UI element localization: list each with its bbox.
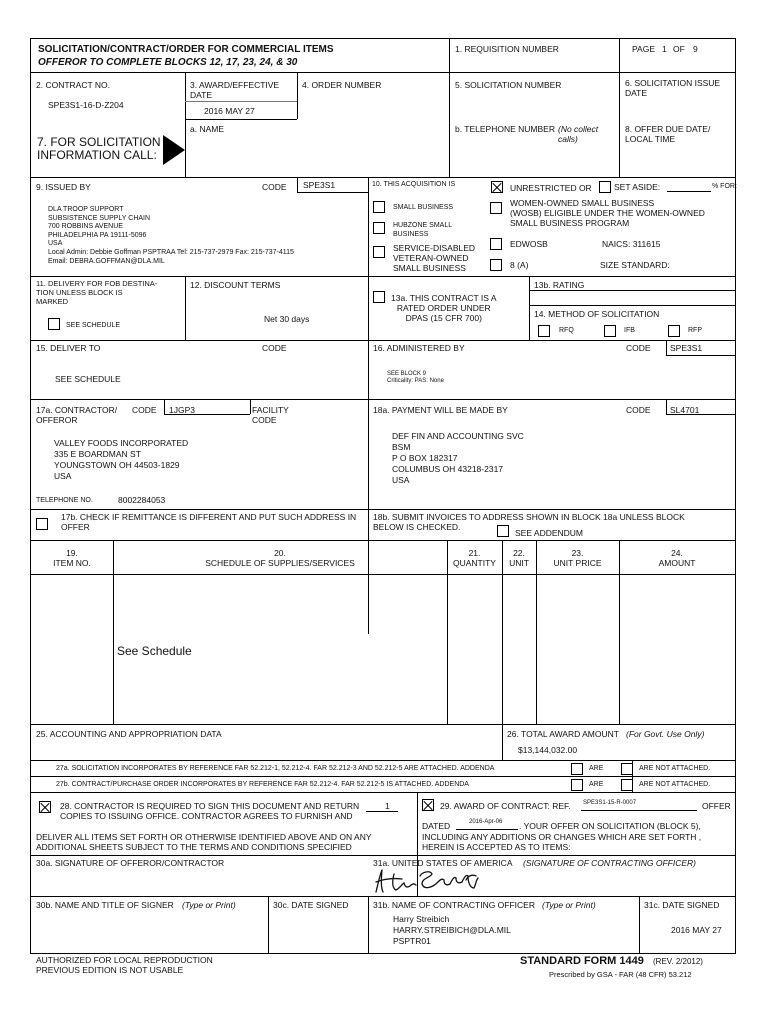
block-15-code-label: CODE — [262, 343, 287, 353]
form-subtitle: OFFEROR TO COMPLETE BLOCKS 12, 17, 23, 24, & 30 — [38, 57, 298, 68]
col-quantity: 21. QUANTITY — [453, 548, 496, 568]
prescribed-by: Prescribed by GSA - FAR (48 CFR) 53.212 — [549, 970, 692, 979]
block-26-label: 26. TOTAL AWARD AMOUNT — [507, 729, 619, 739]
block-17a-label: 17a. CONTRACTOR/ OFFEROR — [36, 405, 118, 425]
block-29-label: 29. AWARD OF CONTRACT: REF. — [440, 801, 571, 811]
size-standard-label: SIZE STANDARD: — [600, 260, 670, 270]
block-28-label: 28. CONTRACTOR IS REQUIRED TO SIGN THIS DOCUMENT AND RETURN COPIES TO ISSUING OFFICE. CONTRACTOR AGREES TO FURNISH AND — [60, 801, 360, 821]
block-27b-label: 27b. CONTRACT/PURCHASE ORDER INCORPORATES BY REFERENCE FAR 52.212-4. FAR 52.212-5 IS ATTACHED. ADDENDA — [56, 781, 469, 788]
wosb-checkbox[interactable] — [490, 202, 502, 214]
footer-reproduction-note: AUTHORIZED FOR LOCAL REPRODUCTION PREVIOUS EDITION IS NOT USABLE — [36, 955, 213, 975]
naics-code: NAICS: 311615 — [602, 239, 661, 249]
copies-count: 1 — [385, 801, 390, 811]
telephone-label: TELEPHONE NO. — [36, 497, 93, 504]
small-business-checkbox[interactable] — [373, 201, 385, 213]
27a-are-label: ARE — [589, 765, 604, 772]
block-9-code-label: CODE — [262, 182, 287, 192]
form-revision: (REV. 2/2012) — [653, 957, 703, 966]
page-number: 1 — [662, 44, 667, 54]
27a-are-not-checkbox[interactable] — [621, 763, 633, 775]
admin-line-1: SEE BLOCK 9 — [387, 371, 427, 377]
percent-for-label: % FOR: — [712, 183, 737, 190]
block-6-label: 6. SOLICITATION ISSUE DATE — [625, 78, 721, 98]
contracting-officer-signature — [372, 866, 492, 896]
remittance-checkbox[interactable] — [36, 518, 48, 530]
hubzone-label: HUBZONE SMALL BUSINESS — [393, 222, 453, 238]
block-31b-label: 31b. NAME OF CONTRACTING OFFICER — [373, 900, 535, 910]
sdvosb-checkbox[interactable] — [373, 246, 385, 258]
unrestricted-label: UNRESTRICTED OR — [510, 183, 592, 193]
block-29-checkbox[interactable] — [422, 799, 434, 811]
contractor-address: VALLEY FOODS INCORPORATED 335 E BOARDMAN ST YOUNGSTOWN OH 44503-1829 USA — [54, 438, 189, 481]
col-amount: 24. AMOUNT — [658, 548, 696, 568]
block-3-label: 3. AWARD/EFFECTIVE DATE — [190, 80, 280, 100]
block-29-rest-text: INCLUDING ANY ADDITIONS OR CHANGES WHICH ARE SET FORTH , HEREIN IS ACCEPTED AS TO ITEMS: — [422, 832, 702, 852]
total-award-amount: $13,144,032.00 — [518, 745, 578, 755]
page-total: 9 — [693, 44, 698, 54]
block-9-code: SPE3S1 — [303, 180, 336, 190]
block-16-code: SPE3S1 — [670, 343, 703, 353]
eight-a-checkbox[interactable] — [490, 259, 502, 271]
block-7-label: 7. FOR SOLICITATION INFORMATION CALL: — [37, 135, 161, 162]
eight-a-label: 8 (A) — [510, 260, 529, 270]
discount-terms: Net 30 days — [264, 314, 310, 324]
edwosb-checkbox[interactable] — [490, 238, 502, 250]
issuer-address: DLA TROOP SUPPORT SUBSISTENCE SUPPLY CHAIN 700 ROBBINS AVENUE PHILADELPHIA PA 19111-5096 USA Local Admin: Debbie Goffman PSPTRAA Tel: 215-737-2979 Fax: 215-737-4115 Email: DEBRA.GOFFMAN@DLA.MIL — [48, 206, 294, 265]
block-12-label: 12. DISCOUNT TERMS — [190, 280, 281, 290]
block-18a-code-label: CODE — [626, 405, 651, 415]
block-13a-label: 13a. THIS CONTRACT IS A RATED ORDER UNDER DPAS (15 CFR 700) — [391, 293, 497, 323]
rfp-label: RFP — [688, 327, 702, 334]
block-25-label: 25. ACCOUNTING AND APPROPRIATION DATA — [36, 729, 222, 739]
block-17a-code-label: CODE — [132, 405, 157, 415]
col-schedule: 20. SCHEDULE OF SUPPLIES/SERVICES — [205, 548, 355, 568]
block-31c-label: 31c. DATE SIGNED — [644, 900, 720, 910]
set-aside-label: SET ASIDE: — [614, 182, 661, 192]
block-17b-label: 17b. CHECK IF REMITTANCE IS DIFFERENT AND PUT SUCH ADDRESS IN OFFER — [61, 512, 357, 532]
27a-are-not-label: ARE NOT ATTACHED. — [639, 765, 711, 772]
27b-are-label: ARE — [589, 781, 604, 788]
block-31a-label: 31a. UNITED STATES OF AMERICA — [373, 858, 513, 868]
block-16-label: 16. ADMINISTERED BY — [373, 343, 465, 353]
facility-code-label: FACILITY CODE — [252, 405, 289, 425]
sdvosb-label: SERVICE-DISABLED VETERAN-OWNED SMALL BUSINESS — [393, 243, 476, 273]
block-7b-note: (No collect calls) — [558, 124, 599, 144]
block-7a-label: a. NAME — [190, 124, 225, 134]
page-word: PAGE — [632, 44, 655, 54]
ifb-checkbox[interactable] — [604, 325, 616, 337]
set-aside-checkbox[interactable] — [599, 181, 611, 193]
27b-are-checkbox[interactable] — [571, 779, 583, 791]
block-30c-label: 30c. DATE SIGNED — [273, 900, 349, 910]
block-30b-label: 30b. NAME AND TITLE OF SIGNER — [36, 900, 174, 910]
block-31a-note: (SIGNATURE OF CONTRACTING OFFICER) — [523, 858, 696, 868]
block-10-label: 10. THIS ACQUISITION IS — [372, 181, 456, 188]
block-13b-label: 13b. RATING — [534, 280, 585, 290]
block-31b-note: (Type or Print) — [542, 900, 596, 910]
block-16-code-label: CODE — [626, 343, 651, 353]
payer-address: DEF FIN AND ACCOUNTING SVC BSM P O BOX 182317 COLUMBUS OH 43218-2317 USA — [392, 431, 524, 485]
arrow-right-icon — [163, 135, 185, 165]
dated-value: 2016-Apr-06 — [469, 819, 503, 825]
contractor-code: 1JGP3 — [169, 405, 195, 415]
block-11-label: 11. DELIVERY FOR FOB DESTINA- TION UNLESS BLOCK IS MARKED — [36, 279, 158, 306]
form-number: STANDARD FORM 1449 — [520, 955, 644, 967]
col-unit-price: 23. UNIT PRICE — [553, 548, 602, 568]
dated-label: DATED — [422, 821, 451, 831]
block-30b-note: (Type or Print) — [182, 900, 236, 910]
27a-are-checkbox[interactable] — [571, 763, 583, 775]
block-15-label: 15. DELIVER TO — [36, 343, 101, 353]
block-28-checkbox[interactable] — [39, 801, 51, 813]
award-date: 2016 MAY 27 — [204, 106, 255, 116]
deliver-to: SEE SCHEDULE — [55, 374, 121, 384]
block-2-label: 2. CONTRACT NO. — [36, 80, 110, 90]
payment-code: SL4701 — [670, 405, 700, 415]
block-14-label: 14. METHOD OF SOLICITATION — [534, 309, 660, 319]
offer-label: OFFER — [702, 801, 731, 811]
block-5-label: 5. SOLICITATION NUMBER — [455, 80, 562, 90]
27b-are-not-checkbox[interactable] — [621, 779, 633, 791]
col-unit: 22. UNIT — [509, 548, 529, 568]
block-26-note: (For Govt. Use Only) — [626, 729, 705, 739]
fob-see-schedule-checkbox[interactable] — [48, 318, 60, 330]
fob-see-schedule-label: SEE SCHEDULE — [66, 322, 121, 329]
see-addendum-checkbox[interactable] — [497, 525, 509, 537]
signed-date: 2016 MAY 27 — [671, 925, 722, 935]
contracting-officer-name: Harry Streibich HARRY.STREIBICH@DLA.MIL PSPTR01 — [393, 914, 511, 946]
block-4-label: 4. ORDER NUMBER — [302, 80, 382, 90]
block-1-label: 1. REQUISITION NUMBER — [455, 44, 559, 54]
edwosb-label: EDWOSB — [510, 239, 548, 249]
hubzone-checkbox[interactable] — [373, 222, 385, 234]
block-27a-label: 27a. SOLICITATION INCORPORATES BY REFERENCE FAR 52.212-1, 52.212-4. FAR 52.212-3 AND 52.212-5 ARE ATTACHED. ADDENDA — [56, 765, 495, 772]
contract-number: SPE3S1-16-D-Z204 — [48, 100, 124, 110]
award-reference: SPE3S1-15-R-0007 — [583, 800, 637, 806]
block-8-label: 8. OFFER DUE DATE/ LOCAL TIME — [625, 124, 711, 144]
of-word: OF — [673, 44, 685, 54]
dpas-rated-checkbox[interactable] — [373, 291, 385, 303]
rfp-checkbox[interactable] — [668, 325, 680, 337]
wosb-label: WOMEN-OWNED SMALL BUSINESS (WOSB) ELIGIBLE UNDER THE WOMEN-OWNED SMALL BUSINESS PROGRAM — [510, 198, 705, 228]
telephone-number: 8002284053 — [118, 495, 166, 505]
unrestricted-checkbox[interactable] — [491, 181, 503, 193]
rfq-label: RFQ — [559, 327, 574, 334]
small-business-label: SMALL BUSINESS — [393, 204, 454, 211]
rfq-checkbox[interactable] — [538, 325, 550, 337]
dated-tail-text: . YOUR OFFER ON SOLICITATION (BLOCK 5), — [519, 821, 701, 831]
form-title: SOLICITATION/CONTRACT/ORDER FOR COMMERCIAL ITEMS — [38, 44, 334, 55]
see-addendum-label: SEE ADDENDUM — [515, 528, 584, 538]
block-18a-label: 18a. PAYMENT WILL BE MADE BY — [373, 405, 508, 415]
block-18b-label: 18b. SUBMIT INVOICES TO ADDRESS SHOWN IN BLOCK 18a UNLESS BLOCK BELOW IS CHECKED. — [373, 512, 685, 532]
block-30a-label: 30a. SIGNATURE OF OFFEROR/CONTRACTOR — [36, 858, 225, 868]
ifb-label: IFB — [624, 327, 635, 334]
27b-are-not-label: ARE NOT ATTACHED. — [639, 781, 711, 788]
admin-line-2: Criticality: PAS: None — [387, 378, 444, 384]
schedule-body: See Schedule — [117, 644, 192, 658]
block-7b-label: b. TELEPHONE NUMBER — [455, 124, 555, 134]
col-item-no: 19. ITEM NO. — [53, 548, 91, 568]
block-9-label: 9. ISSUED BY — [36, 182, 91, 192]
block-28-deliver-text: DELIVER ALL ITEMS SET FORTH OR OTHERWISE IDENTIFIED ABOVE AND ON ANY ADDITIONAL SHEETS SUBJECT TO THE TERMS AND CONDITIONS SPECIFIED — [36, 832, 372, 852]
